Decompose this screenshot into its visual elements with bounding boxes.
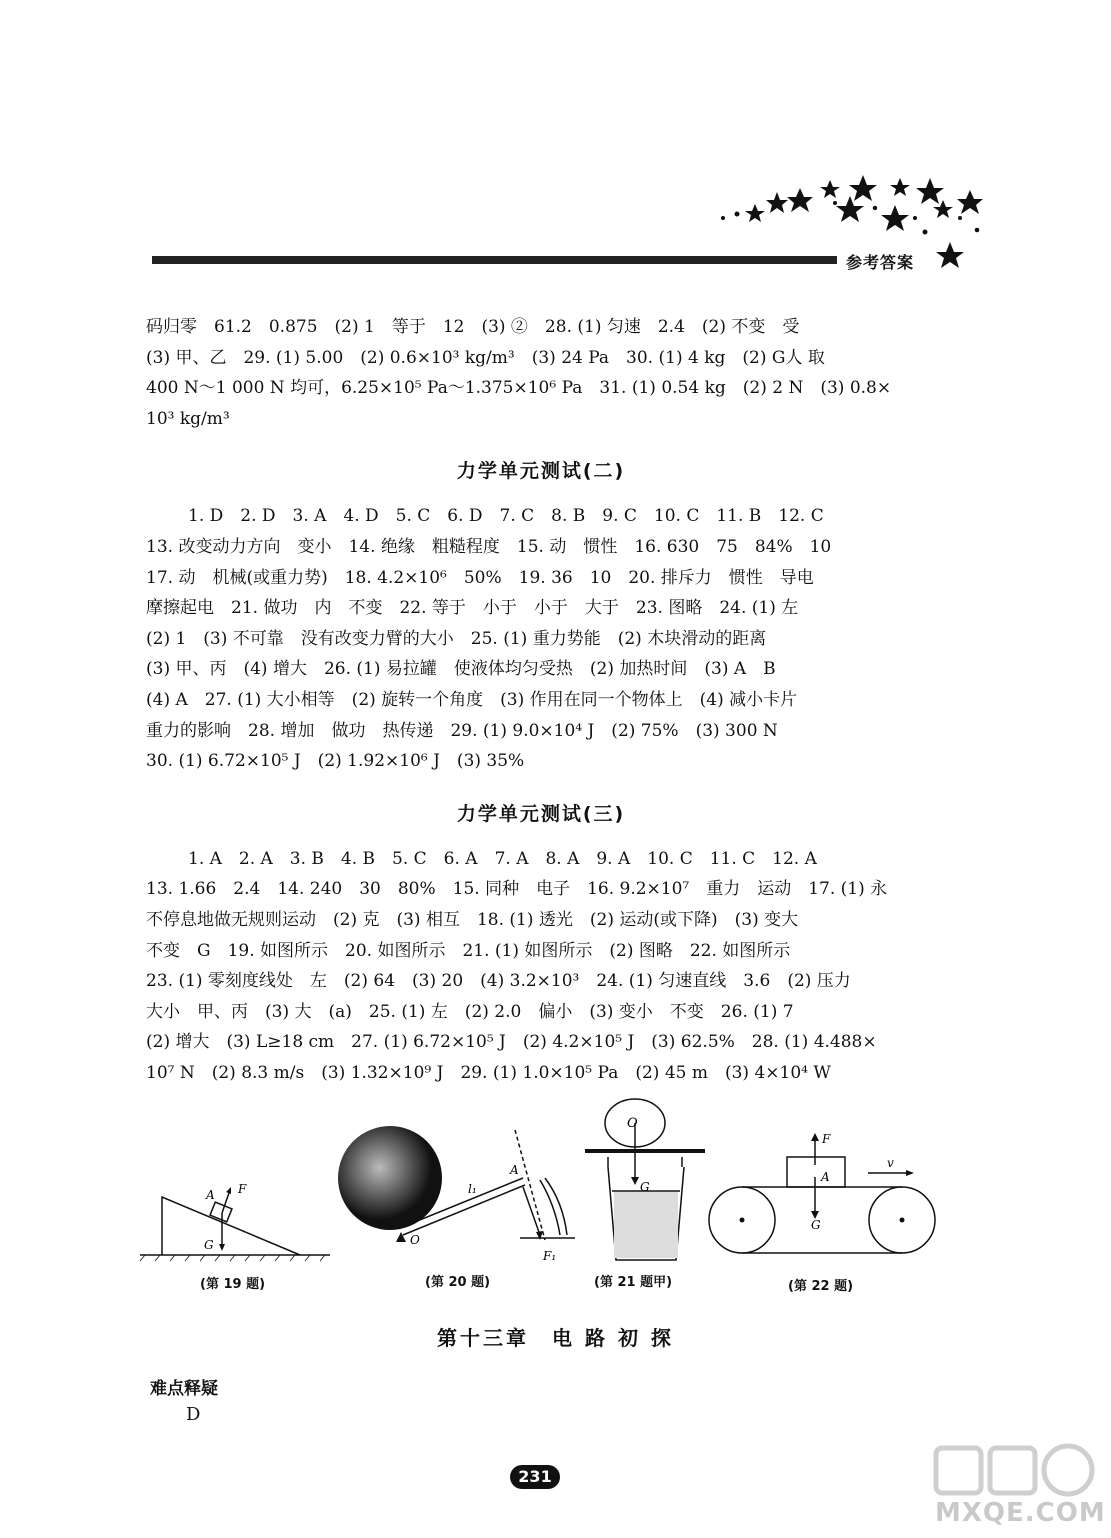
figures-row <box>140 1095 940 1295</box>
fig20-label-a: A <box>510 1163 519 1177</box>
fig19-label-g: G <box>204 1238 214 1252</box>
fig22-label-f: F <box>822 1132 831 1146</box>
figure-caption: (第 20 题) <box>425 1275 491 1290</box>
answer-line: 17. 动 机械(或重力势) 18. 4.2×10⁶ 50% 19. 36 10 20. 排斥力 惯性 导电 <box>146 567 814 588</box>
answer-line: 重力的影响 28. 增加 做功 热传递 29. (1) 9.0×10⁴ J (2) 75% (3) 300 N <box>146 720 778 741</box>
fig20-label-l: l₁ <box>468 1182 477 1196</box>
answer-line: (3) 甲、丙 (4) 增大 26. (1) 易拉罐 使液体均匀受热 (2) 加热时间 (3) A B <box>146 659 776 680</box>
fig21-label-g: G <box>640 1180 650 1194</box>
answer-line: 1. A 2. A 3. B 4. B 5. C 6. A 7. A 8. A 9. A 10. C 11. C 12. A <box>188 848 817 869</box>
fig20-label-o: O <box>410 1233 420 1247</box>
answer-content <box>146 312 936 1088</box>
answer-line: 1. D 2. D 3. A 4. D 5. C 6. D 7. C 8. B 9. C 10. C 11. B 12. C <box>188 506 824 527</box>
answer-line: 摩擦起电 21. 做功 内 不变 22. 等于 小于 小于 大于 23. 图略 24. (1) 左 <box>146 598 799 619</box>
subsection-title: 难点释疑 <box>150 1379 218 1399</box>
figure-22-conveyor-diagram <box>705 1125 940 1270</box>
answer-line: (2) 1 (3) 不可靠 没有改变力臂的大小 25. (1) 重力势能 (2) 木块滑动的距离 <box>146 628 767 649</box>
answer-line: 大小 甲、丙 (3) 大 (a) 25. (1) 左 (2) 2.0 偏小 (3) 变小 不变 26. (1) 7 <box>146 1001 794 1022</box>
figure-19-incline-diagram <box>140 1155 330 1265</box>
answer-line: (2) 增大 (3) L≥18 cm 27. (1) 6.72×10⁵ J (2) 4.2×10⁵ J (3) 62.5% 28. (1) 4.488× <box>146 1032 877 1053</box>
answer-line: (3) 甲、乙 29. (1) 5.00 (2) 0.6×10³ kg/m³ (3) 24 Pa 30. (1) 4 kg (2) G人 取 <box>146 347 825 368</box>
figure-caption: (第 19 题) <box>200 1277 266 1292</box>
chapter-title: 第十三章 电 路 初 探 <box>437 1326 674 1350</box>
fig19-label-a: A <box>206 1188 215 1202</box>
figure-21-cup-diagram <box>580 1095 710 1270</box>
header-rule <box>152 256 837 264</box>
fig20-label-f: F₁ <box>543 1249 557 1263</box>
fig22-label-a: A <box>821 1170 830 1184</box>
answer-line: (4) A 27. (1) 大小相等 (2) 旋转一个角度 (3) 作用在同一个物体上 (4) 减小卡片 <box>146 689 798 710</box>
header-label: 参考答案 <box>846 253 915 272</box>
watermark-text: MXQE.COM <box>935 1498 1106 1528</box>
figure-caption: (第 21 题甲) <box>594 1275 673 1290</box>
answer-line: 10³ kg/m³ <box>146 408 230 429</box>
answer-line: 400 N～1 000 N 均可，6.25×10⁵ Pa～1.375×10⁶ Pa 31. (1) 0.54 kg (2) 2 N (3) 0.8× <box>146 378 892 399</box>
fig19-label-f: F <box>238 1182 247 1196</box>
answer-line: 23. (1) 零刻度线处 左 (2) 64 (3) 20 (4) 3.2×10³ 24. (1) 匀速直线 3.6 (2) 压力 <box>146 971 851 992</box>
answer-line: 不停息地做无规则运动 (2) 克 (3) 相互 18. (1) 透光 (2) 运动(或下降) (3) 变大 <box>146 909 799 930</box>
figure-caption: (第 22 题) <box>788 1279 854 1294</box>
answer-line: 10⁷ N (2) 8.3 m/s (3) 1.32×10⁹ J 29. (1) 1.0×10⁵ Pa (2) 45 m (3) 4×10⁴ W <box>146 1062 831 1083</box>
cup-liquid <box>614 1192 678 1258</box>
fig22-label-v: v <box>887 1156 894 1170</box>
answer-line: 13. 改变动力方向 变小 14. 绝缘 粗糙程度 15. 动 惯性 16. 630 75 84% 10 <box>146 536 832 557</box>
answer-line: 码归零 61.2 0.875 (2) 1 等于 12 (3) ② 28. (1) 匀速 2.4 (2) 不变 受 <box>146 317 800 337</box>
fig21-label-o: O <box>627 1116 638 1131</box>
fig22-label-g: G <box>811 1218 821 1232</box>
figure-20-lever-diagram <box>335 1120 575 1270</box>
section-title: 力学单元测试(三) <box>456 802 626 825</box>
section-title: 力学单元测试(二) <box>456 460 626 483</box>
subsection-answer: D <box>186 1404 201 1425</box>
page-number: 231 <box>510 1465 560 1489</box>
answer-line: 30. (1) 6.72×10⁵ J (2) 1.92×10⁶ J (3) 35% <box>146 751 525 772</box>
answer-line: 不变 G 19. 如图所示 20. 如图所示 21. (1) 如图所示 (2) 图略 22. 如图所示 <box>146 940 791 961</box>
answer-line: 13. 1.66 2.4 14. 240 30 80% 15. 同种 电子 16. 9.2×10⁷ 重力 运动 17. (1) 永 <box>146 879 888 900</box>
earth-icon <box>338 1126 442 1230</box>
